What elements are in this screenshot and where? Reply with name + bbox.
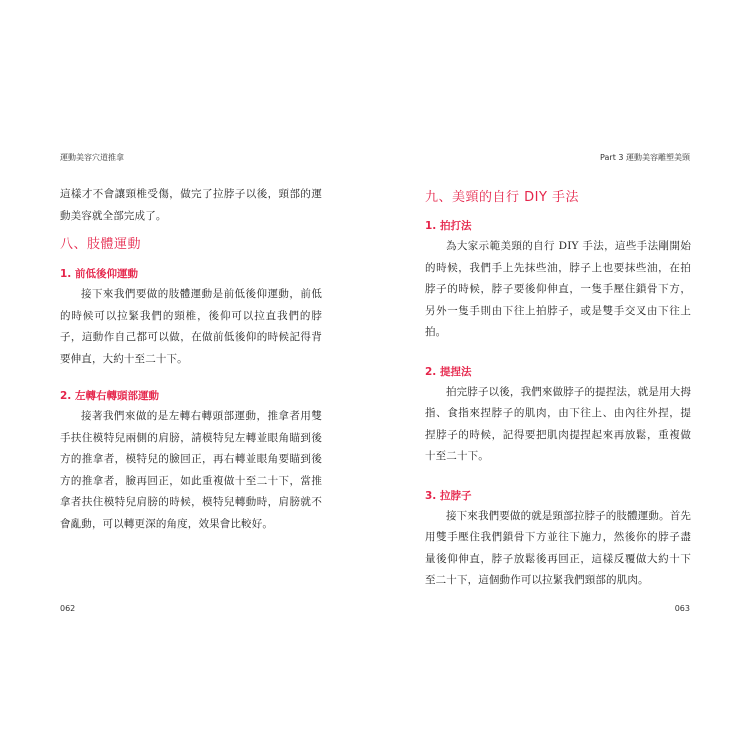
subsection-title-9-2: 2. 提捏法 — [425, 365, 472, 378]
continued-paragraph: 這樣才不會讓頸椎受傷，做完了拉脖子以後，頸部的運動美容就全部完成了。 — [60, 188, 322, 222]
subsection-body-9-3: 接下來我們要做的就是頸部拉脖子的肢體運動。首先用雙手壓住我們鎖骨下方並往下施力，然後你的脖子盡量後仰伸直，脖子放鬆後再回正，這樣反覆做大約十下至二十下，這個動作可以拉緊我們頸部的肌肉。 — [425, 509, 691, 586]
right-page — [375, 0, 750, 750]
subsection-body-9-1: 為大家示範美頸的自行 DIY 手法，這些手法剛開始的時候，我們手上先抹些油，脖子上也要抹些油，在拍脖子的時候，脖子要後仰伸直，一隻手壓住鎖骨下方，另外一隻手則由下往上拍脖子，或是雙手交叉由下往上拍。 — [425, 240, 691, 338]
running-head-left: 運動美容穴道推拿 — [60, 153, 124, 162]
section-title-8: 八、肢體運動 — [60, 237, 142, 252]
right-body — [425, 184, 691, 592]
subsection-title-8-1: 1. 前低後仰運動 — [60, 268, 138, 280]
section-title-9: 九、美頸的自行 DIY 手法 — [425, 190, 580, 205]
subsection-body-9-2: 拍完脖子以後，我們來做脖子的提捏法，就是用大拇指、食指來捏脖子的肌肉，由下往上、由內往外捏，提捏脖子的時候，記得要把肌肉提捏起來再放鬆，重複做十至二十下。 — [425, 385, 691, 462]
page-number-left: 062 — [60, 604, 76, 613]
subsection-body-8-2: 接著我們來做的是左轉右轉頭部運動，推拿者用雙手扶住模特兒兩側的肩膀，請模特兒左轉並眼角瞄到後方的推拿者，模特兒的臉回正，再右轉並眼角要瞄到後方的推拿者，臉再回正，如此重複做十至二十下，當推拿者扶住模特兒肩膀的時候，模特兒轉動時，肩膀就不會亂動，可以轉更深的角度，效果會比較好。 — [60, 410, 322, 530]
running-head-right: Part 3 運動美容雕塑美頸 — [600, 153, 690, 162]
left-body — [60, 184, 322, 535]
subsection-body-8-1: 接下來我們要做的肢體運動是前低後仰運動，前低的時候可以拉緊我們的頸椎，後仰可以拉直我們的脖子，這動作自己都可以做，在做前低後仰的時候記得背要伸直，大約十至二十下。 — [60, 288, 322, 365]
subsection-title-8-2: 2. 左轉右轉頭部運動 — [60, 390, 159, 402]
page-number-right: 063 — [674, 604, 690, 613]
subsection-title-9-1: 1. 拍打法 — [425, 220, 472, 232]
subsection-title-9-3: 3. 拉脖子 — [425, 489, 472, 502]
